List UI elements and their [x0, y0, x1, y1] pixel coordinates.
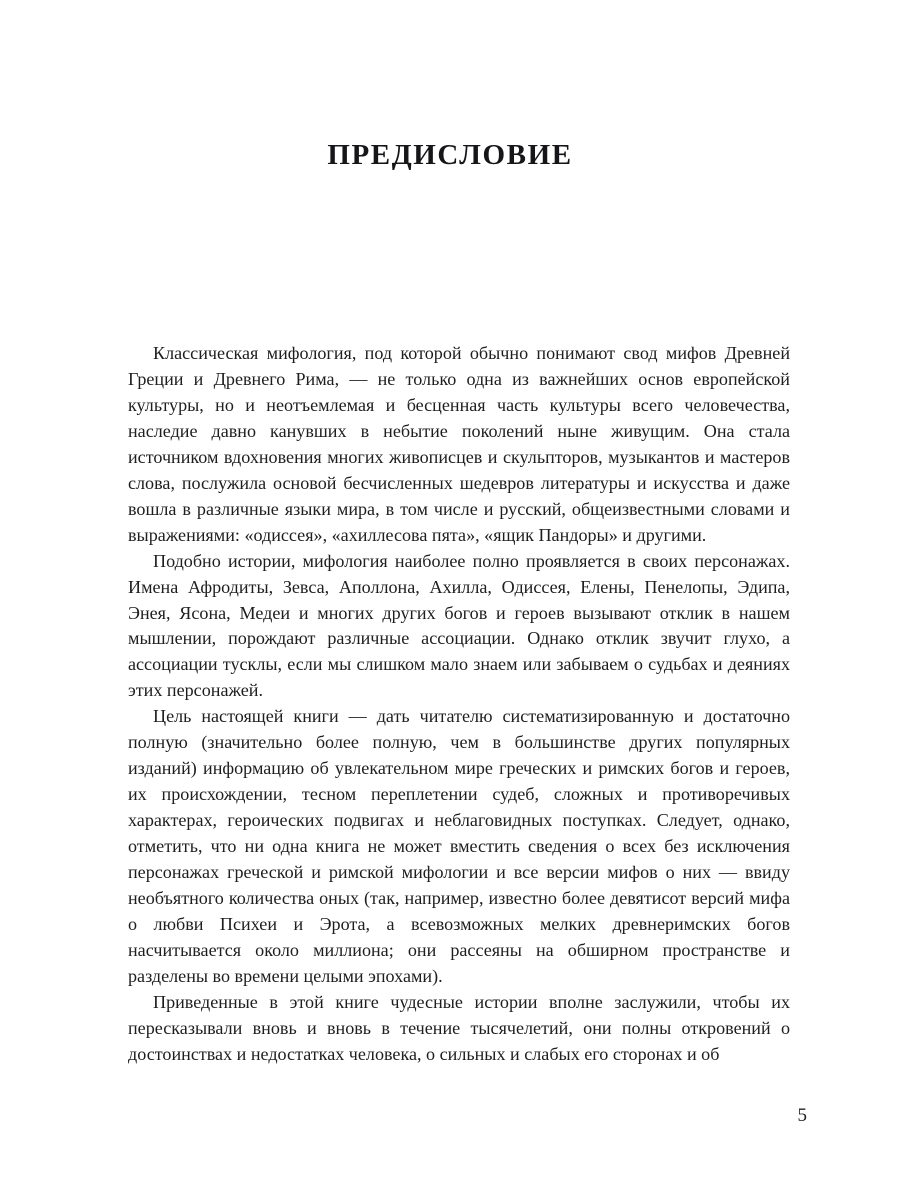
paragraph: Цель настоящей книги — дать читателю систематизированную и достаточно полную (значительно более полную, чем в большинстве других популярных изданий) информацию об увлекательном мире греческих и римских богов и героев, их происхождении, тесном переплетении судеб, сложных и противоречивых характерах, героических подвигах и неблаговидных поступках. Следует, однако, отметить, что ни одна книга не может вместить сведения о всех без исключения персонажах греческой и римской мифологии и все версии мифов о них — ввиду необъятного количества оных (так, например, известно более девятисот версий мифа о любви Психеи и Эрота, а всевозможных мелких древнеримских богов насчитывается около миллиона; они рассеяны на обширном пространстве и разделены во времени целыми эпохами). — [128, 706, 790, 986]
page-number: 5 — [797, 1105, 807, 1126]
body-text — [128, 341, 790, 1068]
page-title: ПРЕДИСЛОВИЕ — [327, 139, 573, 172]
paragraph: Классическая мифология, под которой обычно понимают свод мифов Древней Греции и Древнего Рима, — не только одна из важнейших основ европейской культуры, но и неотъемлемая и бесценная часть культуры всего человечества, наследие давно канувших в небытие поколений ныне живущим. Она стала источником вдохновения многих живописцев и скульпторов, музыкантов и мастеров слова, послужила основой бесчисленных шедевров литературы и искусства и даже вошла в различные языки мира, в том числе и русский, общеизвестными словами и выражениями: «одиссея», «ахиллесова пята», «ящик Пандоры» и другими. — [128, 343, 790, 545]
paragraph: Подобно истории, мифология наиболее полно проявляется в своих персонажах. Имена Афродиты, Зевса, Аполлона, Ахилла, Одиссея, Елены, Пенелопы, Эдипа, Энея, Ясона, Медеи и многих других богов и героев вызывают отклик в нашем мышлении, порождают различные ассоциации. Однако отклик звучит глухо, а ассоциации тусклы, если мы слишком мало знаем или забываем о судьбах и деяниях этих персонажей. — [128, 550, 790, 701]
paragraph: Приведенные в этой книге чудесные истории вполне заслужили, чтобы их пересказывали вновь и вновь в течение тысячелетий, они полны откровений о достоинствах и недостатках человека, о сильных и слабых его сторонах и об — [128, 991, 790, 1064]
